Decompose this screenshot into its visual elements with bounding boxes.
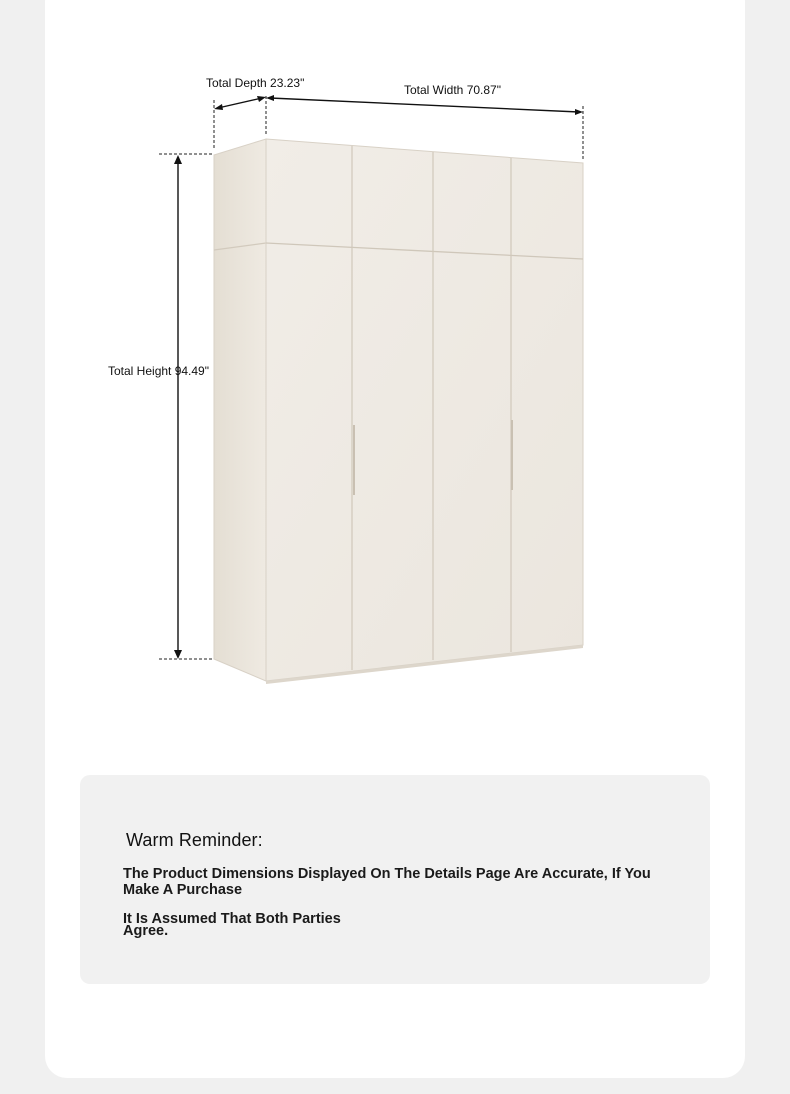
reminder-title: Warm Reminder:: [126, 830, 263, 850]
reminder-text-line-1: The Product Dimensions Displayed On The Details Page Are Accurate, If You: [123, 866, 651, 882]
height-arrow: [174, 155, 182, 659]
depth-label: Total Depth 23.23": [206, 76, 305, 90]
depth-arrow: [214, 96, 266, 110]
reminder-text-line-2: Make A Purchase: [123, 882, 243, 898]
height-label: Total Height 94.49": [108, 364, 209, 378]
reminder-text-line-4: Agree.: [123, 923, 169, 939]
width-arrow: [266, 95, 583, 115]
warm-reminder-box: [80, 775, 710, 984]
wardrobe-illustration: [214, 139, 583, 684]
reminder-text-line-3: It Is Assumed That Both Parties: [123, 911, 341, 927]
width-label: Total Width 70.87": [404, 83, 501, 97]
